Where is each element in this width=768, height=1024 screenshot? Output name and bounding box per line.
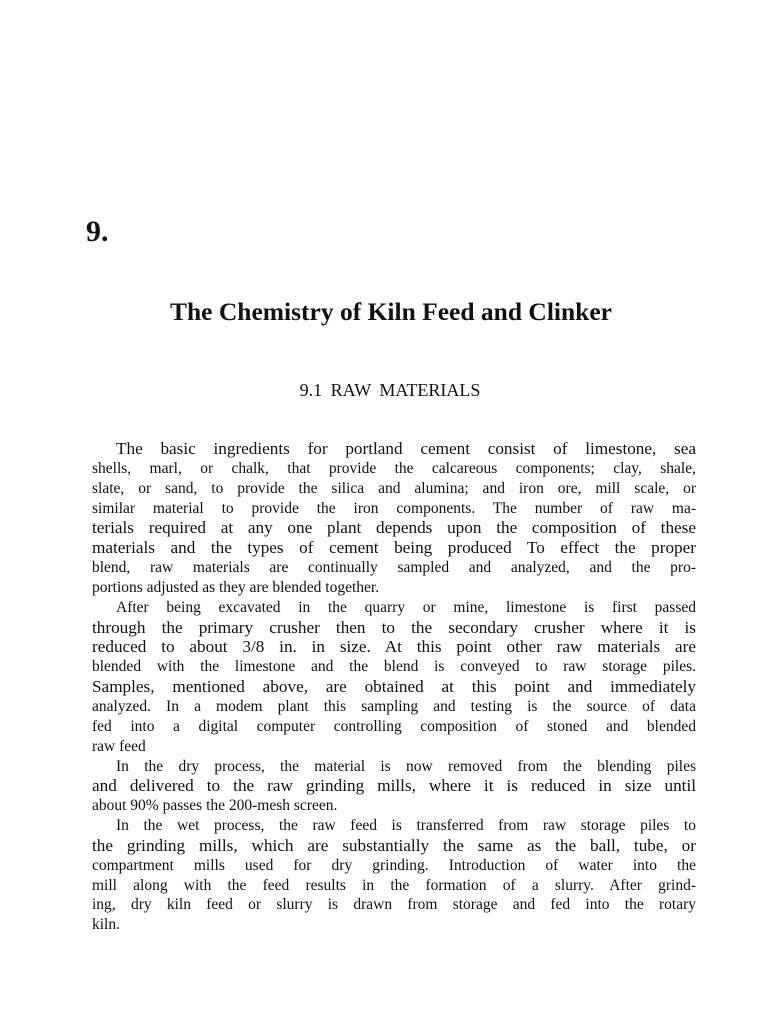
section-heading: 9.1 RAW MATERIALS (299, 380, 481, 400)
chapter-number: 9. (86, 215, 109, 248)
text-line: The basic ingredients for portland cement consist of limestone, sea (116, 439, 696, 458)
text-line: the grinding mills, which are substantially the same as the ball, tube, or (92, 835, 696, 855)
body-text (92, 439, 696, 935)
text-line: mill along with the feed results in the formation of a slurry. After grind- (92, 876, 696, 894)
text-line: ing, dry kiln feed or slurry is drawn from storage and fed into the rotary (92, 896, 696, 914)
text-line: through the primary crusher then to the secondary crusher where it is (92, 617, 696, 637)
text-line: raw feed (92, 737, 146, 755)
text-line: terials required at any one plant depends upon the composition of these (92, 518, 696, 538)
text-line: and delivered to the raw grinding mills, where it is reduced in size until (92, 776, 696, 796)
text-line: After being excavated in the quarry or mine, limestone is first passed (116, 598, 696, 616)
text-line: shells, marl, or chalk, that provide the calcareous components; clay, shale, (92, 459, 696, 477)
text-line: slate, or sand, to provide the silica and alumina; and iron ore, mill scale, or (92, 479, 696, 497)
text-line: Samples, mentioned above, are obtained at this point and immediately (92, 677, 696, 697)
text-line: portions adjusted as they are blended together. (92, 578, 380, 596)
text-line: about 90% passes the 200-mesh screen. (92, 797, 338, 815)
text-line: compartment mills used for dry grinding. Introduction of water into the (92, 856, 696, 874)
text-line: In the dry process, the material is now removed from the blending piles (116, 757, 696, 775)
text-line: In the wet process, the raw feed is transferred from raw storage piles to (116, 817, 696, 835)
text-line: similar material to provide the iron components. The number of raw ma- (92, 499, 696, 517)
text-line: fed into a digital computer controlling composition of stoned and blended (92, 717, 696, 735)
text-line: analyzed. In a modem plant this sampling and testing is the source of data (92, 697, 696, 715)
chapter-title: The Chemistry of Kiln Feed and Clinker (169, 297, 612, 326)
text-line: blended with the limestone and the blend is conveyed to raw storage piles. (92, 658, 696, 676)
text-line: kiln. (92, 916, 120, 934)
text-line: reduced to about 3/8 in. in size. At this point other raw materials are (92, 637, 696, 657)
text-line: materials and the types of cement being produced To effect the proper (92, 538, 696, 558)
text-line: blend, raw materials are continually sampled and analyzed, and the pro- (92, 559, 696, 577)
